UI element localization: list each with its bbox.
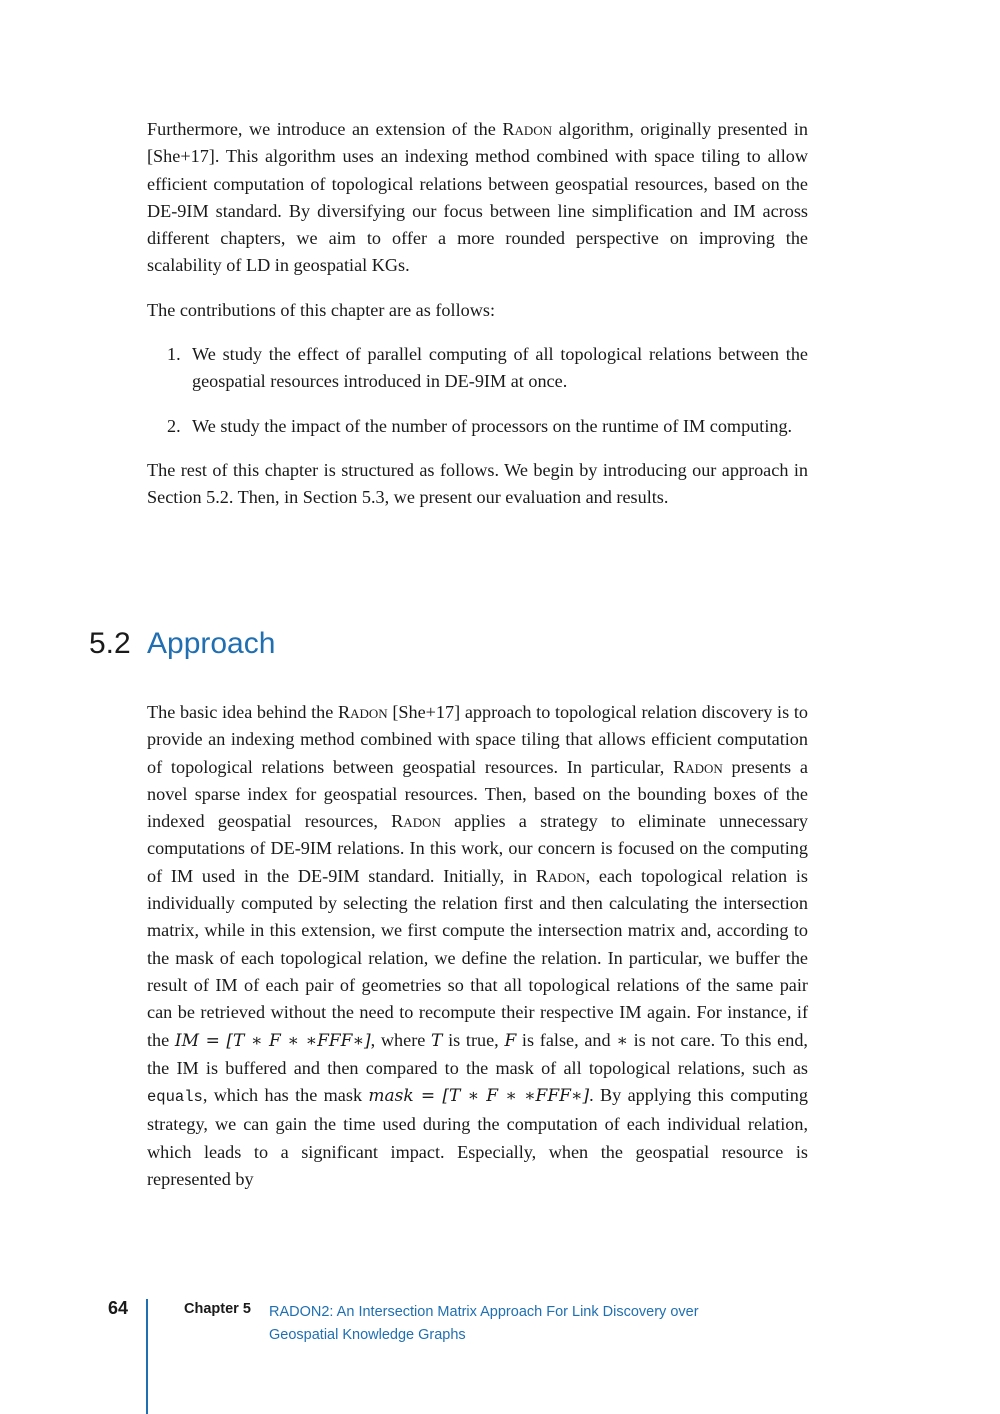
approach-text-run: [She+17] approach to topological relation discovery is to provide an indexing method combined with space tiling that allows efficient computation of topological relations between geospatial resources. In particular, xyxy=(147,702,808,777)
approach-text-run: , each topological relation is individually computed by selecting the relation first and then calculating the intersection matrix, while in this extension, we first compute the intersection matrix and, according to the mask of each topological relation, we define the relation. In particular, we buffer the result of IM of each pair of geometries so that all topological relations of the same pair can be retrieved without the need to recompute their respective IM again. For instance, if the xyxy=(147,865,808,1050)
intro-paragraph-1 xyxy=(147,116,808,280)
code-equals: equals xyxy=(147,1088,203,1107)
footer-divider xyxy=(146,1299,148,1414)
contribution-item xyxy=(147,413,808,440)
approach-paragraph xyxy=(147,699,808,1193)
approach-text xyxy=(147,699,808,1193)
radon-name: Radon xyxy=(337,702,388,722)
approach-text-run: is not care. To this end, the IM is buffered and then compared to the mask of all topological relations, such as xyxy=(147,1029,808,1078)
contribution-text: We study the effect of parallel computing of all topological relations between the geospatial resources introduced in DE-9IM at once. xyxy=(192,344,808,392)
section-number: 5.2 xyxy=(89,627,131,660)
intro-p1-text-a: Furthermore, we introduce an extension of the xyxy=(147,119,503,139)
contribution-number: 2. xyxy=(167,415,181,436)
intro-text xyxy=(147,116,808,512)
intro-paragraph-2: The contributions of this chapter are as follows: xyxy=(147,299,495,320)
approach-text-run: The basic idea behind the xyxy=(147,702,338,722)
approach-text-run: presents a novel sparse index for geospatial resources. Then, based on the bounding boxes of the indexed geospatial resources, xyxy=(147,756,808,832)
approach-text-run: . By applying this computing strategy, we can gain the time used during the computation of each individual relation, which leads to a significant impact. Especially, when the geospatial resource is represented by xyxy=(147,1085,808,1190)
contribution-number: 1. xyxy=(167,344,181,365)
footer-chapter-label: Chapter 5 xyxy=(184,1301,251,1317)
section-heading xyxy=(89,624,275,664)
math-mask-expression: mask = [T ∗ F ∗ ∗FFF∗] xyxy=(368,1086,590,1107)
math-t-symbol: T xyxy=(431,1030,443,1051)
approach-text-run: is true, xyxy=(442,1029,505,1050)
math-im-expression: IM = [T ∗ F ∗ ∗FFF∗] xyxy=(174,1030,371,1051)
approach-text-run: is false, and xyxy=(516,1029,617,1050)
approach-text-run: , where xyxy=(370,1029,432,1050)
math-star-symbol: ∗ xyxy=(616,1030,628,1051)
footer-chapter-title: RADON2: An Intersection Matrix Approach For Link Discovery over Geospatial Knowledge Graphs xyxy=(269,1304,699,1343)
intro-p1-text-b: algorithm, originally presented in [She+17]. This algorithm uses an indexing method combined with space tiling to allow efficient computation of topological relations between geospatial resources, based on the DE-9IM standard. By diversifying our focus between line simplification and IM across different chapters, we aim to offer a more rounded perspective on improving the scalability of LD in geospatial KGs. xyxy=(147,119,808,276)
approach-text-run: applies a strategy to eliminate unnecessary computations of DE-9IM relations. In this work, our concern is focused on the computing of IM used in the DE-9IM standard. Initially, in xyxy=(147,811,808,886)
math-f-symbol: F xyxy=(504,1030,517,1051)
contribution-text: We study the impact of the number of processors on the runtime of IM computing. xyxy=(192,415,793,436)
contributions-list xyxy=(147,341,808,440)
section-title: Approach xyxy=(147,627,276,660)
radon-name: Radon xyxy=(673,756,723,777)
contribution-item xyxy=(147,341,808,396)
radon-name: Radon xyxy=(502,119,553,139)
radon-name: Radon xyxy=(391,811,441,832)
intro-paragraph-3: The rest of this chapter is structured as follows. We begin by introducing our approach in Section 5.2. Then, in Section 5.3, we present our evaluation and results. xyxy=(147,459,808,508)
page-number: 64 xyxy=(108,1298,129,1318)
radon-name: Radon xyxy=(535,865,586,886)
approach-text-run: , which has the mask xyxy=(202,1085,369,1106)
